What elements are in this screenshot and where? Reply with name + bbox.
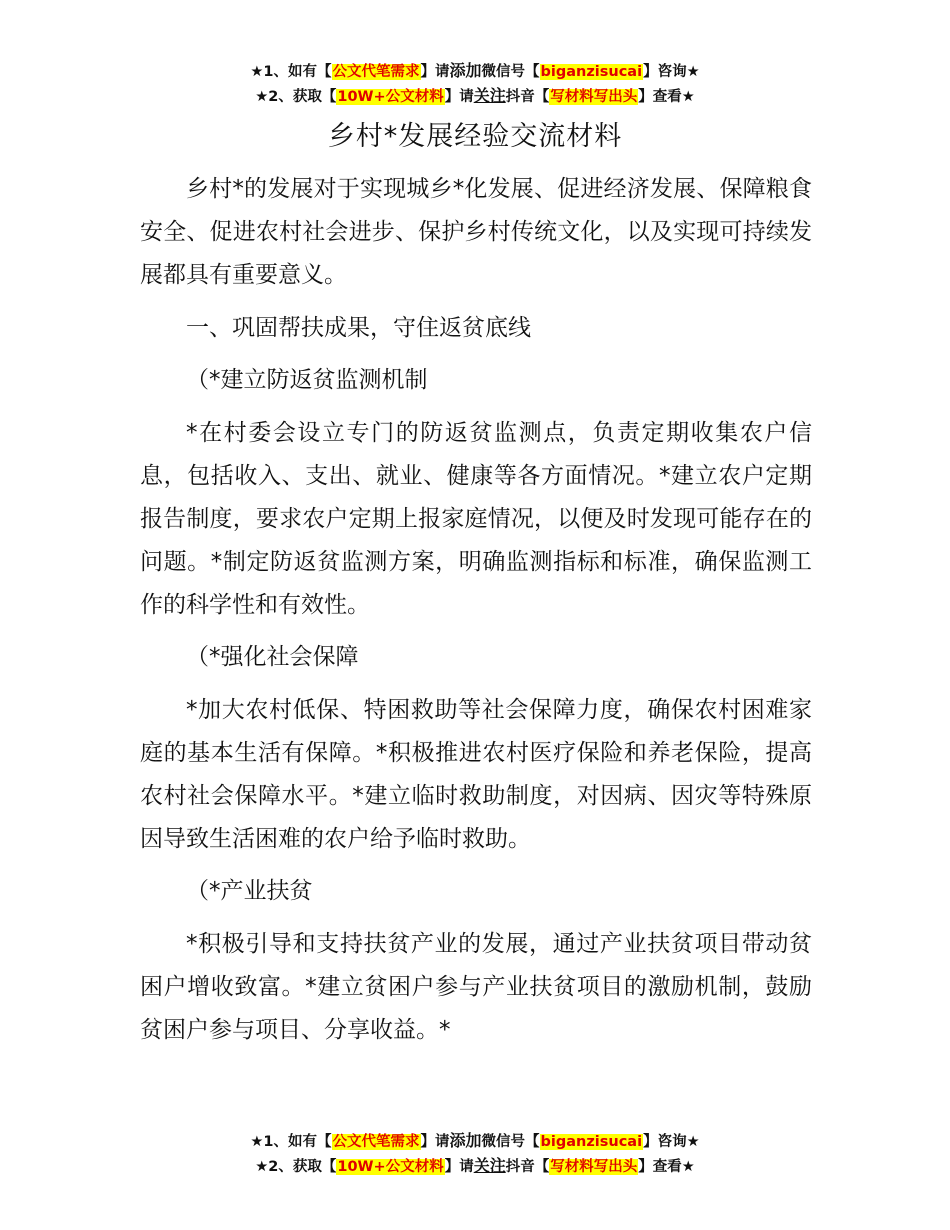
banner-text: 】请 <box>420 1134 450 1150</box>
banner-line-2 <box>0 84 950 109</box>
banner-highlight: biganzisucai <box>540 1134 643 1150</box>
banner-emphasis: 关注 <box>473 86 506 105</box>
banner-line-1 <box>0 1129 950 1154</box>
banner-text: 】查看★ <box>638 1159 695 1175</box>
intro-paragraph: 乡村*的发展对于实现城乡*化发展、促进经济发展、保障粮食安全、促进农村社会进步、保护乡村传统文化，以及实现可持续发展都具有重要意义。 <box>140 176 812 288</box>
banner-text: ★1、如有【 <box>250 64 332 80</box>
banner-line-1 <box>0 59 950 84</box>
banner-text: 】查看★ <box>638 89 695 105</box>
banner-text: 】请 <box>420 64 450 80</box>
document-title: 乡村*发展经验交流材料 <box>327 121 623 152</box>
header-banner <box>0 59 950 109</box>
banner-highlight: 公文代笔需求 <box>332 64 420 80</box>
banner-emphasis: 添加 <box>449 1131 482 1150</box>
banner-text: 】咨询★ <box>643 64 700 80</box>
body-paragraph: *在村委会设立专门的防返贫监测点，负责定期收集农户信息，包括收入、支出、就业、健康等各方面情况。*建立农户定期报告制度，要求农户定期上报家庭情况，以便及时发现可能存在的问题。*制定防返贫监测方案，明确监测指标和标准，确保监测工作的科学性和有效性。 <box>140 419 812 618</box>
banner-text: 抖音【 <box>505 89 550 105</box>
banner-text: ★2、获取【 <box>255 89 337 105</box>
banner-text: ★2、获取【 <box>255 1159 337 1175</box>
banner-text: 】请 <box>444 1159 474 1175</box>
footer-banner <box>0 1129 950 1179</box>
subsection-heading: （*强化社会保障 <box>186 644 359 670</box>
subsection-heading: （*建立防返贫监测机制 <box>186 367 428 393</box>
banner-text: ★1、如有【 <box>250 1134 332 1150</box>
banner-text: 】咨询★ <box>643 1134 700 1150</box>
banner-text: 微信号【 <box>481 64 540 80</box>
banner-highlight: 10W+公文材料 <box>337 89 444 105</box>
subsection-heading: （*产业扶贫 <box>186 878 313 904</box>
banner-text: 】请 <box>444 89 474 105</box>
body-paragraph: *积极引导和支持扶贫产业的发展，通过产业扶贫项目带动贫困户增收致富。*建立贫困户参与产业扶贫项目的激励机制，鼓励贫困户参与项目、分享收益。* <box>140 930 812 1043</box>
body-paragraph: *加大农村低保、特困救助等社会保障力度，确保农村困难家庭的基本生活有保障。*积极推进农村医疗保险和养老保险，提高农村社会保障水平。*建立临时救助制度，对因病、因灾等特殊原因导致生活困难的农户给予临时救助。 <box>140 696 812 852</box>
document-body <box>140 168 812 1061</box>
banner-emphasis: 关注 <box>473 1156 506 1175</box>
banner-highlight: 写材料写出头 <box>550 1159 638 1175</box>
banner-line-2 <box>0 1154 950 1179</box>
banner-text: 微信号【 <box>481 1134 540 1150</box>
banner-emphasis: 添加 <box>449 61 482 80</box>
banner-highlight: biganzisucai <box>540 64 643 80</box>
banner-highlight: 写材料写出头 <box>550 89 638 105</box>
banner-highlight: 公文代笔需求 <box>332 1134 420 1150</box>
banner-text: 抖音【 <box>505 1159 550 1175</box>
banner-highlight: 10W+公文材料 <box>337 1159 444 1175</box>
section-heading: 一、巩固帮扶成果，守住返贫底线 <box>186 314 531 341</box>
